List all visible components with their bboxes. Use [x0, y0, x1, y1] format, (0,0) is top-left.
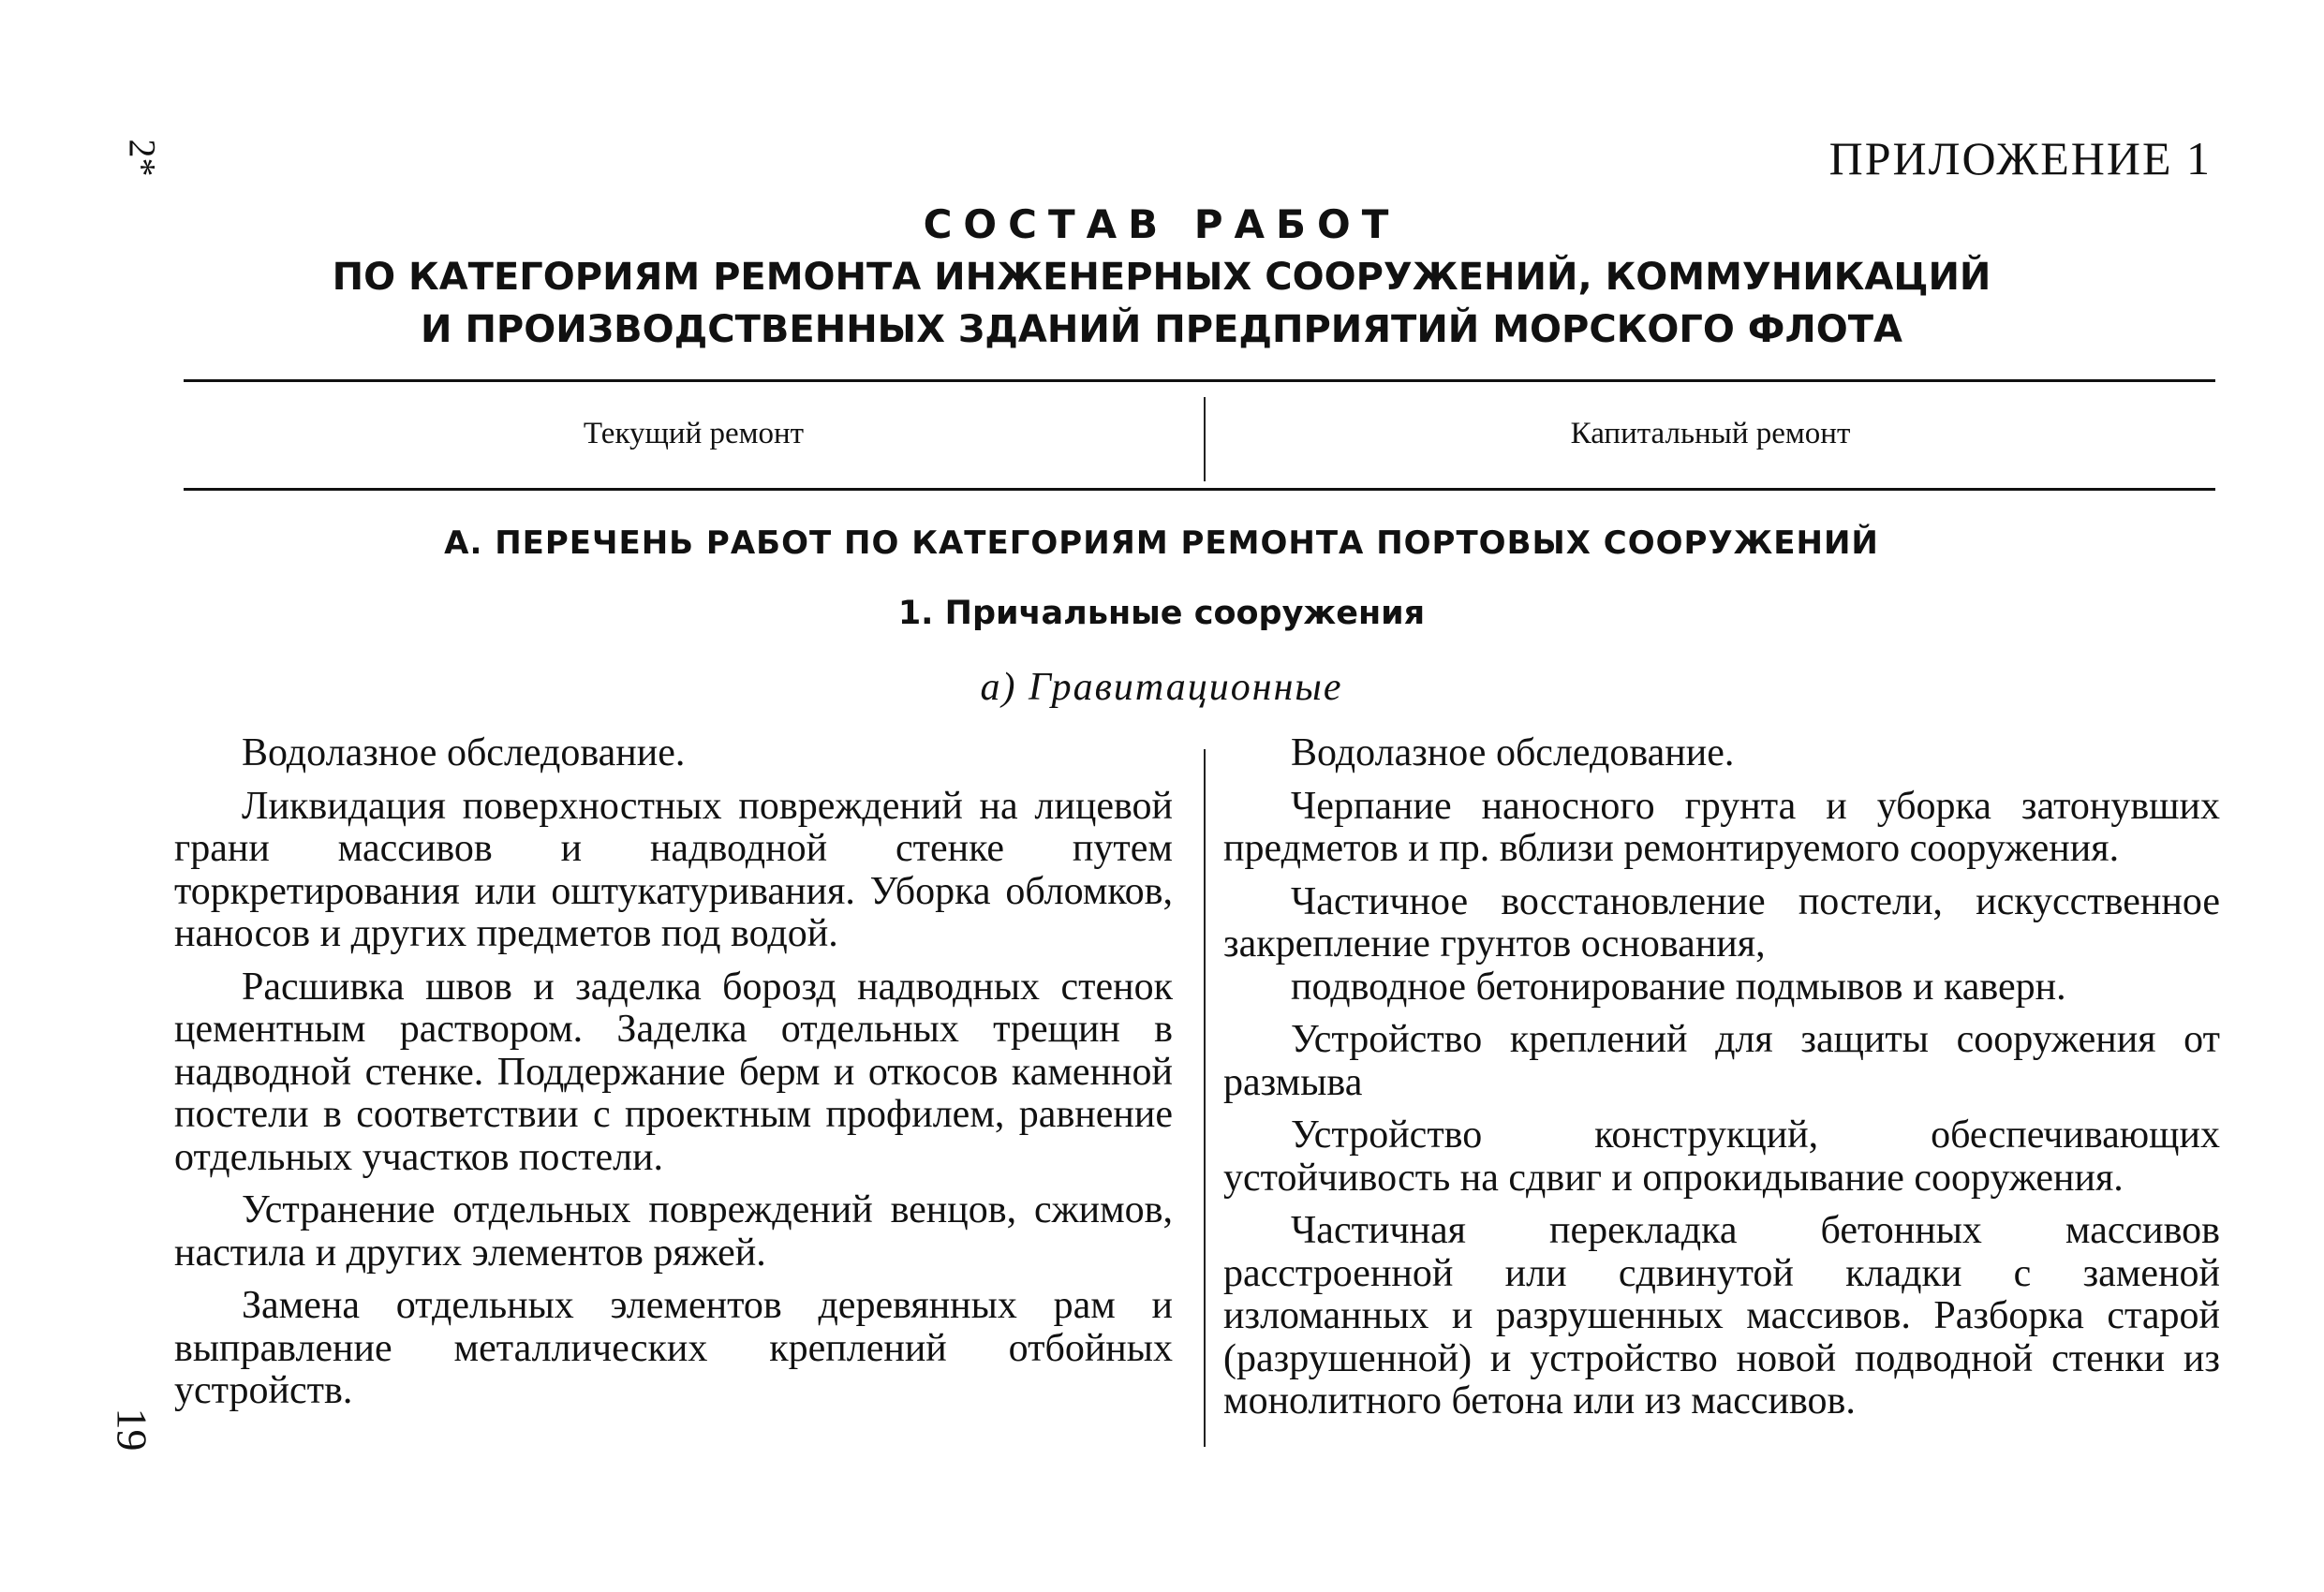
list-item: Устройство креплений для защиты сооружения от размыва: [1223, 1018, 2220, 1104]
document-title: [281, 199, 2042, 356]
body-column-divider: [1204, 749, 1206, 1447]
title-line-2: ПО КАТЕГОРИЯМ РЕМОНТА ИНЖЕНЕРНЫХ СООРУЖЕНИЙ, КОММУНИКАЦИЙ: [332, 256, 1991, 299]
title-line-1: СОСТАВ РАБОТ: [923, 201, 1400, 247]
subsection-title: 1. Причальные сооружения: [897, 595, 1426, 632]
title-line-3: И ПРОИЗВОДСТВЕННЫХ ЗДАНИЙ ПРЕДПРИЯТИЙ МОРСКОГО ФЛОТА: [421, 308, 1902, 351]
appendix-label: ПРИЛОЖЕНИЕ 1: [1828, 132, 2212, 184]
list-item: Водолазное обследование.: [242, 731, 686, 774]
list-item: Частичное восстановление постели, искусственное закрепление грунтов основания,: [1223, 879, 2220, 966]
header-rule-top: [184, 379, 2215, 382]
header-rule-bottom: [184, 488, 2215, 491]
section-title: А. ПЕРЕЧЕНЬ РАБОТ ПО КАТЕГОРИЯМ РЕМОНТА ПОРТОВЫХ СООРУЖЕНИЙ: [444, 524, 1879, 562]
capital-repair-column: [1223, 732, 2220, 1434]
list-item: Устройство конструкций, обеспечивающих устойчивость на сдвиг и опрокидывание сооружения.: [1223, 1113, 2220, 1200]
list-item: Ликвидация поверхностных повреждений на лицевой грани массивов и надводной стенке путем торкретирования или оштукатуривания. Уборка обломков, наносов и других предметов под водой.: [174, 784, 1173, 955]
column-header-current-repair: Текущий ремонт: [583, 417, 805, 450]
current-repair-column: [174, 732, 1173, 1423]
list-item: Частичная перекладка бетонных массивов расстроенной или сдвинутой кладки с заменой изломанных и разрушенных массивов. Разборка старой (разрушенной) и устройство новой подводной стенки из монолитного бетона или из массивов.: [1223, 1209, 2220, 1422]
list-item: Черпание наносного грунта и уборка затонувших предметов и пр. вблизи ремонтируемого сооружения.: [1223, 784, 2220, 870]
list-item: Водолазное обследование.: [1291, 731, 1735, 774]
page-number: 19: [108, 1408, 156, 1452]
margin-mark: 2*: [121, 139, 164, 177]
list-item: Замена отдельных элементов деревянных рам и выправление металлических креплений отбойных устройств.: [174, 1284, 1173, 1412]
subsubsection-title: а) Гравитационные: [980, 666, 1343, 709]
list-item: Устранение отдельных повреждений венцов, сжимов, настила и других элементов ряжей.: [174, 1188, 1173, 1275]
list-item: подводное бетонирование подмывов и каверн.: [1291, 965, 2066, 1009]
column-header-capital-repair: Капитальный ремонт: [1570, 417, 1851, 450]
list-item: Расшивка швов и заделка борозд надводных стенок цементным раствором. Заделка отдельных трещин в надводной стенке. Поддержание берм и откосов каменной постели в соответствии с проектным профилем, равнение отдельных участков постели.: [174, 965, 1173, 1179]
